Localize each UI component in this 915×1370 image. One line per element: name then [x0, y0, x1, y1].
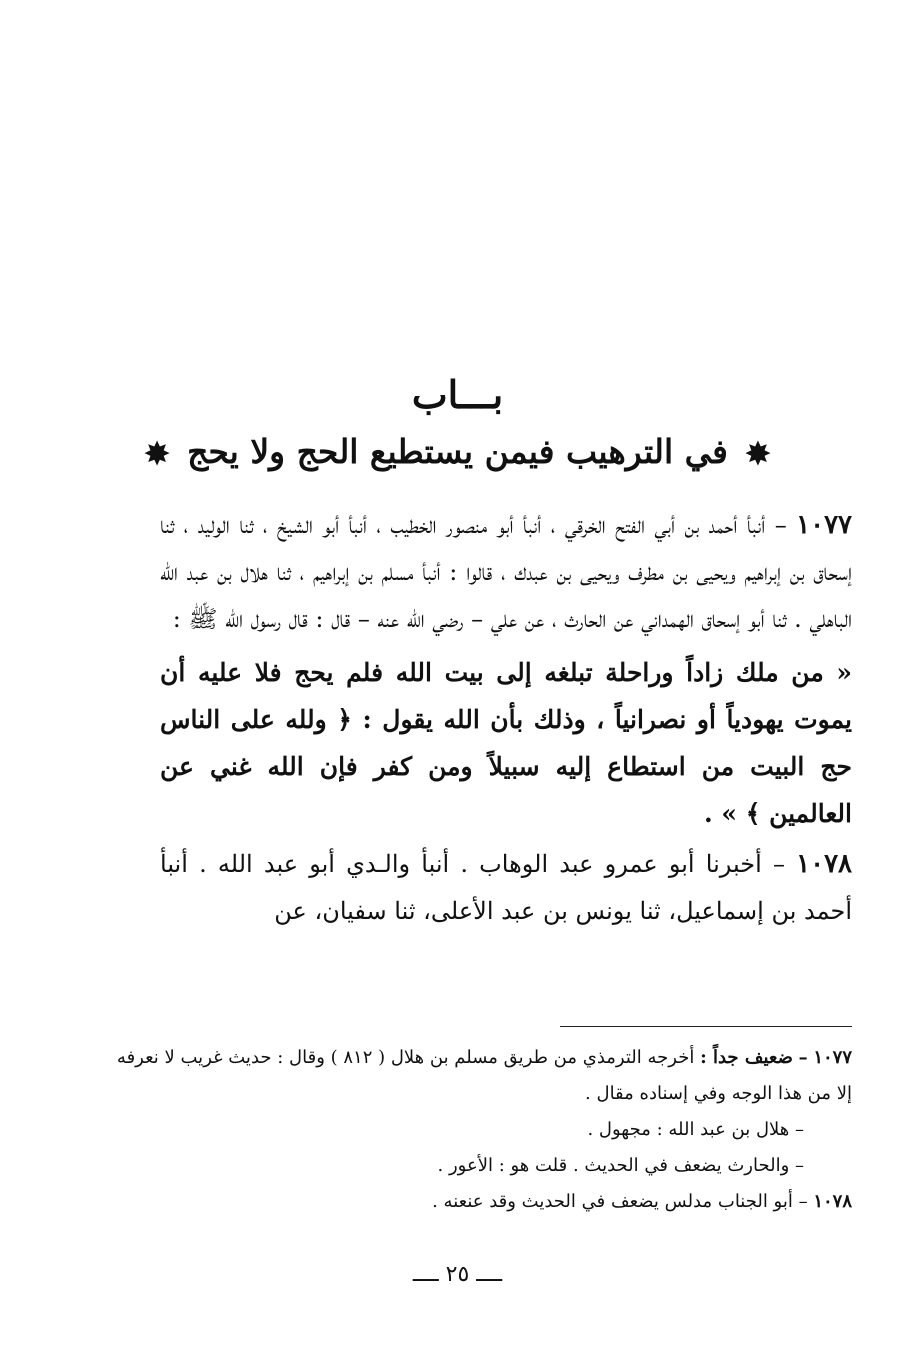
- hadith-isnad: أنبأ أحمد بن أبي الفتح الخرقي ، أنبأ أبو منصور الخطيب ، أنبأ أبو الشيخ ، ثنا الوليد ، ثنا إسحاق بن إبراهيم ويحيى بن مطرف ويحيى بن عبدك ، قالوا : أنبأ مسلم بن إبراهيم ، ثنا هلال بن عبد الله الباهلي . ثنا أبو إسحاق الهمداني عن الحارث ، عن علي – رضي الله عنه – قال : قال رسول الله ﷺ :: [160, 511, 852, 633]
- hadith-number: ١٠٧٨: [796, 849, 852, 879]
- hadith-isnad: أخبرنا أبو عمرو عبد الوهاب . أنبأ والـدي أبو عبد الله . أنبأ أحمد بن إسماعيل، ثنا يونس بن عبد الأعلى، ثنا سفيان، عن: [160, 850, 852, 925]
- main-text: [160, 502, 852, 935]
- footnote-note-harith: – والحارث يضعف في الحديث . قلت هو : الأعور .: [437, 1155, 804, 1176]
- star-ornament-icon: ✸: [745, 436, 771, 472]
- footnotes: [110, 1040, 852, 1220]
- chapter-title: [0, 432, 915, 472]
- footnote-grade: ضعيف جداً :: [700, 1047, 793, 1068]
- hadith-dash: –: [774, 511, 787, 539]
- footnote-number: ١٠٧٨: [813, 1191, 852, 1212]
- bab-heading: بـــاب: [411, 372, 504, 417]
- footnote-number: ١٠٧٧: [813, 1047, 852, 1068]
- footnote-separator: [560, 1026, 852, 1027]
- chapter-title-text: في الترهيب فيمن يستطيع الحج ولا يحج: [187, 432, 728, 471]
- page-number: ــــ ٢٥ ــــ: [412, 1262, 503, 1287]
- footnote-1077: [110, 1040, 852, 1112]
- footnote-1078: [110, 1184, 852, 1220]
- footnote-dash: –: [798, 1047, 808, 1068]
- hadith-1077-isnad-paragraph: [160, 502, 852, 643]
- footnote-text: – أبو الجناب مدلس يضعف في الحديث وقد عنعنه .: [432, 1191, 808, 1212]
- footnote-note-hilal: – هلال بن عبد الله : مجهول .: [587, 1119, 804, 1140]
- hadith-number: ١٠٧٧: [796, 510, 852, 540]
- hadith-1078-isnad-paragraph: [160, 841, 852, 935]
- hadith-1077-matn: « من ملك زاداً وراحلة تبلغه إلى بيت الله فلم يحج فلا عليه أن يموت يهودياً أو نصرانياً ، وذلك بأن الله يقول : ﴿ ولله على الناس حج البيت من استطاع إليه سبيلاً ومن كفر فإن الله غني عن العالمين ﴾ » .: [160, 658, 853, 828]
- hadith-dash: –: [772, 850, 785, 878]
- footnote-text: أخرجه الترمذي من طريق مسلم بن هلال ( ٨١٢ ) وقال : حديث غريب لا نعرفه إلا من هذا الوجه وفي إسناده مقال .: [116, 1047, 852, 1104]
- star-ornament-icon: ✸: [144, 436, 170, 472]
